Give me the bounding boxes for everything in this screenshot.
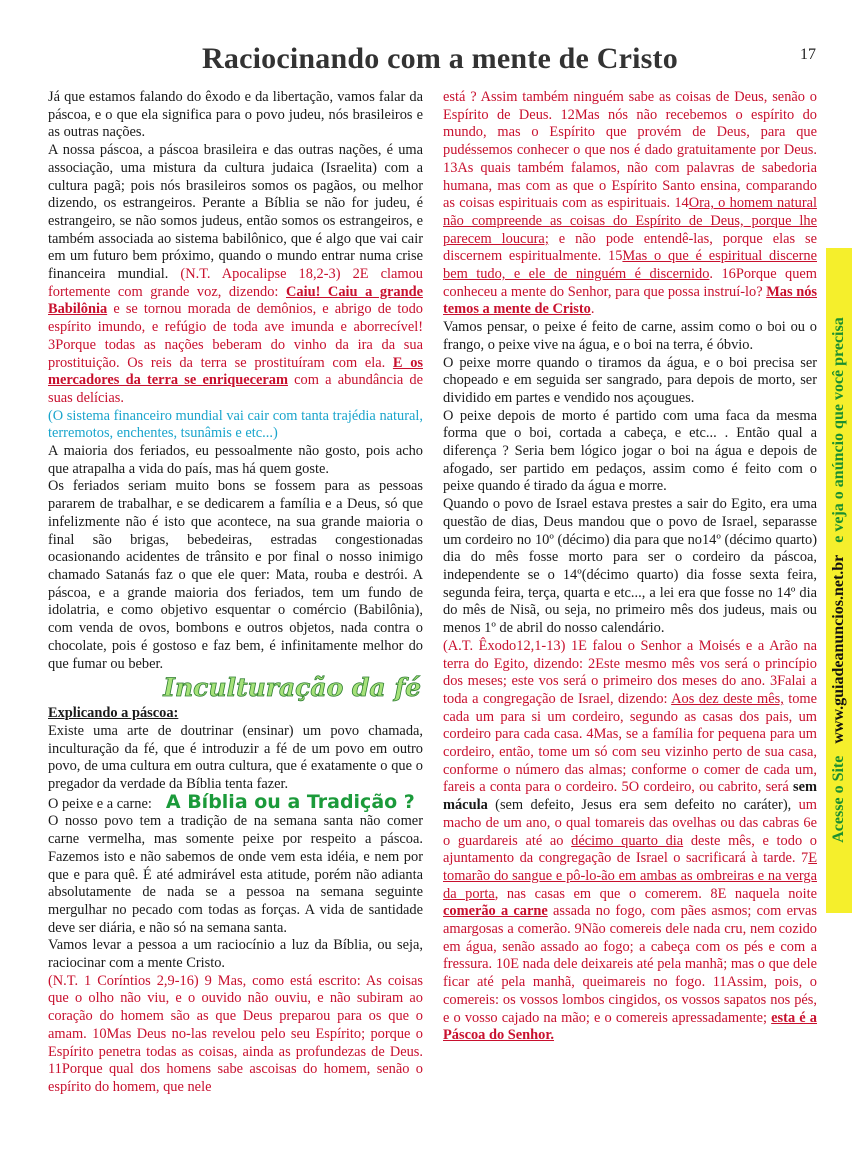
paragraph-raciocinio: Vamos levar a pessoa a um raciocínio a luz da Bíblia, ou seja, raciocinar com a mente Cristo. (48, 937, 423, 972)
text-segment: e se tornou morada de demônios, e abrigo de todo espírito imundo, e refúgio de toda ave imunda e aborrecível! 3Porque todas as nações beberam do vinho da ira da sua prostituição. Os reis da terra se prostituíram com ela. (48, 301, 423, 371)
ad-text-part: Acesse o Site (830, 755, 847, 843)
label-peixe-carne: O peixe e a carne: (48, 795, 152, 812)
text-segment: . (709, 266, 713, 283)
heading-inculturacao: Inculturação da fé (163, 673, 421, 703)
text-segment: . (590, 301, 595, 318)
scripture-exodo (443, 638, 817, 1045)
page-title: Raciocinando com a mente de Cristo (202, 42, 678, 75)
text-segment: tome cada um para si um cordeiro, segundo as casas dos pais, um cordeiro para cada casa. 4Mas, se a família for pequena para um cordeiro, então, tome um só com seu vizinho perto de sua casa, conforme o número das almas; conforme o comer de cada um, fareis a conta para o cordeiro. 5O cordeiro, ou cabrito, será (443, 690, 817, 796)
text-segment: com a abundância de suas delícias. (48, 372, 423, 406)
text-segment: esta é a Páscoa do Senhor. (443, 1009, 817, 1044)
paragraph-peixe-carne: Vamos pensar, o peixe é feito de carne, assim como o boi ou o frango, o peixe vive na água, e o boi na terra, é óbvio. (443, 319, 817, 353)
text-segment: , nas casas em que o comerem. 8E naquela noite (494, 885, 817, 902)
subhead-explicando: Explicando a páscoa: (48, 705, 179, 722)
text-segment: 16Porque quem conheceu a mente do Senhor, para que possa instruí-lo? (443, 266, 817, 300)
text-segment: 7 (801, 850, 809, 867)
text-segment: (sem defeito, Jesus era sem defeito no caráter), (495, 797, 792, 814)
text-segment: E os mercadores da terra se enriqueceram (48, 354, 423, 389)
paragraph-tradicao: O nosso povo tem a tradição de na semana santa não comer carne vermelha, mas somente peixe por respeito a páscoa. Fazemos isto e não sabemos de onde vem esta idéia, e nem por que e para quê. É até admirável esta atitude, porém não adianta absolutamente de nada se a pessoa na semana seguinte mergulhar no pecado com todas as forças. A vida de santidade deve ser diária, e não só na semana santa. (48, 813, 423, 936)
text-segment: sem mácula (443, 779, 817, 814)
ad-text-part: e veja o anúncio que você precisa (830, 317, 847, 543)
page-number: 17 (800, 46, 816, 63)
paragraph-diferenca: O peixe depois de morto é partido com uma faca da mesma forma que o boi, cortada a cabeça, e etc... . Então qual a diferença ? Seria bem lógico jogar o boi na água e depois de afogado, ser partido em pedaços, assim como é feito com o peixe quando é tirado da água e morre. (443, 407, 817, 495)
scripture-apocalipse (48, 266, 423, 406)
text-segment: (N.T. Apocalipse 18,2-3) 2E clamou fortemente com grande voz, dizendo: (48, 266, 423, 300)
text-segment: comerão a carne (443, 903, 548, 920)
text-segment: A nossa páscoa, a páscoa brasileira e das outras nações, é uma associação, uma mistura da cultura judaica (Israelita) com a cultura pagã; pois nós brasileiros somos os pagãos, ou melhor dizendo, os estrangeiros. Perante a Bíblia se não for judeu, é estrangeiro, se não somos judeus, então somos os estrangeiros, e também associada ao sistema babilônico, que é algo que vai cair em um futuro bem próximo, quando o mundo entrar numa crise financeira mundial. (48, 142, 423, 283)
text-segment: Caiu! Caiu a grande Babilônia (48, 283, 423, 318)
line-peixe-carne (48, 790, 423, 814)
paragraph-peixe-morre: O peixe morre quando o tiramos da água, e o boi precisa ser chopeado e em seguida ser sangrado, para depois de morto, ser dividido em partes e vendido nos açougues. (443, 354, 817, 406)
text-segment: Mas nós temos a mente de Cristo (443, 283, 817, 318)
paragraph-pascoa-brasileira (48, 142, 423, 408)
text-segment: assada no fogo, com pães asmos; com ervas amargosas a comerão. 9Não comereis dele nada cru, nem cozido em água, senão assado ao fogo; a cabeça com os pés e com a fressura. 10E nada dele deixareis até pela manhã; mas o que dele ficar até pela manhã, queimareis no fogo. 11Assim, pois, o comereis: os vossos lombos cingidos, os vossos sapatos nos pés, e o vosso cajado na mão; e o comereis apressadamente; (443, 903, 817, 1026)
text-segment: deste mês, e todo o ajuntamento da congregação de Israel o sacrificará à tarde. (443, 832, 817, 867)
paragraph-feriados-2: Os feriados seriam muito bons se fossem para as pessoas pararem de trabalhar, e se dedicarem a família e a Deus, só que infelizmente não é isto que acontece, na sua grande maioria o final são brigas, bebedeiras, estradas congestionadas ocasionando acidentes de trânsito e por final o nosso inimigo chamado Satanás faz o que ele quer: Mata, rouba e destrói. A páscoa, e a grande maioria dos feriados, tem um fundo de idolatria, e como objetivo esquentar o comércio (Babilônia), com venda de ovos, bombons e outros objetos, nada contra o chocolate, pois é gostoso e faz bem, é infinitamente melhor do que fumar ou beber. (48, 478, 423, 672)
scripture-corintios-cont (443, 89, 817, 319)
text-segment: está ? Assim também ninguém sabe as coisas de Deus, senão o Espírito de Deus. 12Mas nós não recebemos o espírito do mundo, mas o Espírito que provém de Deus, para que pudéssemos conhecer o que nos é dado gratuitamente por Deus. 13As quais também falamos, não com palavras de sabedoria humana, mas com as que o Espírito Santo ensina, comparando as coisas espirituais com as espirituais. 14 (443, 89, 817, 212)
paragraph-feriados: A maioria dos feriados, eu pessoalmente não gosto, pois acho que atrapalha a vida do país, mas há quem goste. (48, 443, 423, 477)
text-segment: um macho de um ano, o qual tomareis das ovelhas ou das cabras 6e o guardareis até ao (443, 797, 817, 849)
scripture-corintios: (N.T. 1 Coríntios 2,9-16) 9 Mas, como está escrito: As coisas que o olho não viu, e o ouvido não ouviu, e não subiram ao coração do homem são as que Deus preparou para os que o amam. 10Mas Deus no-las revelou pelo seu Espírito; porque o Espírito penetra todas as coisas, ainda as profundezas de Deus. 11Porque qual dos homens sabe ascoisas do homem, senão o espírito do homem, que nele (48, 972, 423, 1095)
paragraph-inculturacao: Existe uma arte de doutrinar (ensinar) um povo chamada, inculturação da fé, que é introduzir a fé de um povo em outro povo, de uma cultura em outra cultura, que é exatamente o que o pregador da verdade da Bíblia tenta fazer. (48, 722, 423, 793)
paragraph-sistema-financeiro: (O sistema financeiro mundial vai cair com tanta trajédia natural, terremotos, enchentes, tsunâmis e etc...) (48, 407, 423, 442)
text-segment: e não pode entendê-las, porque elas se discernem espiritualmente. 15 (443, 230, 817, 265)
paragraph-intro: Já que estamos falando do êxodo e da libertação, vamos falar da páscoa, e o que ela significa para o povo judeu, nós brasileiros e as outras nações. (48, 89, 423, 141)
text-segment: décimo quarto dia (571, 832, 684, 849)
text-segment: Ora, o homem natural não compreende as coisas do Espírito de Deus, porque lhe parecem loucura; (443, 195, 818, 247)
right-column (443, 89, 817, 1045)
ad-sidebar-text (829, 317, 849, 842)
left-column (48, 89, 423, 1097)
text-segment: E tomarão do sangue e pô-lo-ão em ambas as ombreiras e na verga da porta (443, 850, 817, 902)
ad-sidebar[interactable] (826, 248, 852, 913)
text-segment: Mas o que é espiritual discerne bem tudo, e ele de ninguém é discernido (443, 248, 817, 283)
text-segment: Aos dez deste mês, (671, 690, 784, 707)
text-segment: (A.T. Êxodo12,1-13) 1E falou o Senhor a Moisés e a Arão na terra do Egito, dizendo: 2Este mesmo mês vos será o princípio dos meses; este vos será o primeiro dos meses do ano. 3Falai a toda a congregação de Israel, dizendo: (443, 637, 817, 707)
heading-biblia-tradicao: A Bíblia ou a Tradição ? (165, 790, 415, 813)
ad-site-link[interactable]: www.guiadeanuncios.net.br (830, 554, 847, 744)
paragraph-israel-egito: Quando o povo de Israel estava prestes a sair do Egito, era uma questão de dias, Deus mandou que o povo de Israel, separasse um cordeiro no 10º (décimo) dia para que no14º (décimo quarto) dia do mês fosse morto para ser o cordeiro da páscoa, independente se o 14º(décimo quarto) dia fosse sexta feira, segunda feira, terça, quarta e etc..., a lei era que fosse no 14º dia do mês de Nisã, ou seja, no primeiro mês dos judeus, mais ou menos 1º de abril do nosso calendário. (443, 496, 817, 637)
